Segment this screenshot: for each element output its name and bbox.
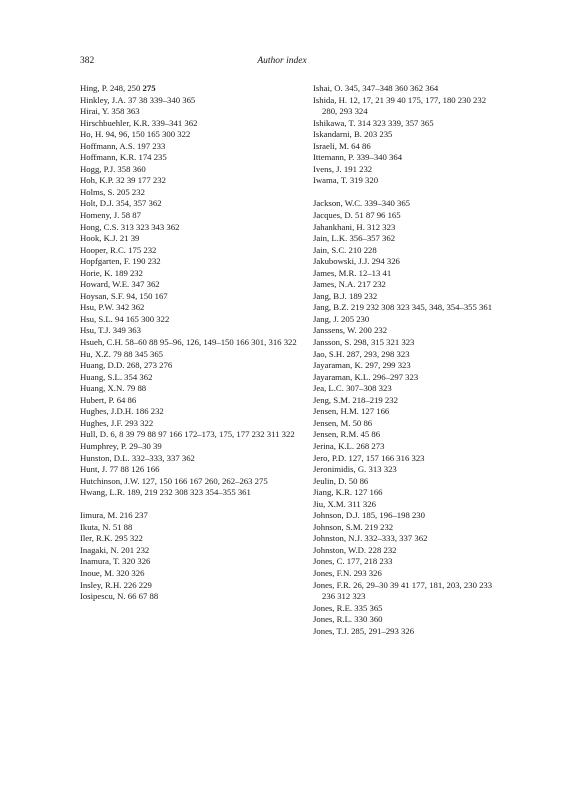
index-entry bbox=[313, 349, 498, 361]
index-entry bbox=[313, 395, 498, 407]
index-entry bbox=[313, 141, 498, 153]
page-references: 51 87 96 165 bbox=[354, 210, 401, 221]
page-references: 287, 293, 298 323 bbox=[346, 348, 410, 359]
index-entry bbox=[80, 256, 300, 268]
author-name: Iler, R.K. bbox=[80, 533, 113, 544]
index-entry bbox=[313, 360, 498, 372]
page-references: 311 326 bbox=[348, 498, 376, 509]
index-entry bbox=[80, 395, 300, 407]
author-name: Jansson, S. bbox=[313, 337, 352, 348]
page-references: 307–308 323 bbox=[346, 383, 392, 394]
author-name: Hsu, S.L. bbox=[80, 313, 113, 324]
page-references: 339–341 362 bbox=[151, 117, 198, 128]
page-references: 64 86 bbox=[351, 140, 371, 151]
index-entry bbox=[313, 487, 498, 499]
author-name: Huang, S.L. bbox=[80, 371, 122, 382]
index-entry bbox=[313, 580, 498, 603]
page-references: 210 228 bbox=[348, 244, 377, 255]
page-references: 298, 315 321 323 bbox=[353, 337, 415, 348]
index-entry bbox=[80, 372, 300, 384]
page-references: 354 362 bbox=[124, 371, 153, 382]
page-references: 294 326 bbox=[371, 256, 400, 267]
index-entry bbox=[80, 580, 300, 592]
index-entry bbox=[80, 164, 300, 176]
page-references: 29–30 39 bbox=[129, 440, 162, 451]
page-references: 94 165 300 322 bbox=[115, 313, 170, 324]
page-references: 175 232 bbox=[128, 244, 157, 255]
index-entry bbox=[80, 118, 300, 130]
page-references: 358 363 bbox=[111, 106, 140, 117]
page-references: 189, 219 232 308 323 354–355 361 bbox=[127, 487, 251, 498]
index-entry bbox=[313, 198, 498, 210]
author-name: Jang, B.J. bbox=[313, 290, 347, 301]
author-name: Hubert, P. bbox=[80, 394, 115, 405]
index-entry bbox=[313, 522, 498, 534]
page-references: 127, 157 166 316 323 bbox=[348, 452, 425, 463]
page-references: 6, 8 39 79 88 97 166 172–173, 175, 177 232 311 322 bbox=[110, 429, 295, 440]
page-references: 45 86 bbox=[360, 429, 381, 440]
index-entry bbox=[313, 175, 498, 187]
page-references: 358 360 bbox=[117, 163, 146, 174]
page-references: 332–333, 337 362 bbox=[131, 452, 195, 463]
author-name: Jerina, K.L. bbox=[313, 440, 355, 451]
page-references: 197 233 bbox=[137, 140, 166, 151]
page-number: 382 bbox=[80, 56, 95, 66]
page-references: 191 232 bbox=[343, 163, 373, 174]
author-name: Ikuta, N. bbox=[80, 521, 111, 532]
author-name: Hwang, L.R. bbox=[80, 487, 125, 498]
author-name: Hughes, J.D.H. bbox=[80, 406, 134, 417]
letter-section-gap bbox=[313, 187, 498, 199]
author-name: Jensen, M. bbox=[313, 417, 351, 428]
page-references: 64 86 bbox=[116, 394, 137, 405]
author-name: Hirai, Y. bbox=[80, 106, 110, 117]
page-references: 174 235 bbox=[138, 152, 167, 163]
index-entry bbox=[80, 95, 300, 107]
author-name: Iwama, T. bbox=[313, 175, 348, 186]
author-name: Ishida, H. bbox=[313, 94, 348, 105]
index-entry bbox=[313, 83, 498, 95]
index-entry bbox=[80, 522, 300, 534]
author-name: Jang, B.Z. bbox=[313, 302, 349, 313]
author-name: Ishai, O. bbox=[313, 83, 343, 93]
index-entry bbox=[80, 210, 300, 222]
author-name: Ho, H. bbox=[80, 129, 104, 140]
index-entry bbox=[313, 210, 498, 222]
index-entry bbox=[313, 499, 498, 511]
index-entry bbox=[80, 106, 300, 118]
author-name: Jeulin, D. bbox=[313, 475, 347, 486]
page-references: 297, 299 323 bbox=[365, 360, 411, 371]
index-entry bbox=[80, 349, 300, 361]
page-references: 189 232 bbox=[348, 290, 378, 301]
page-references: 228 232 bbox=[368, 544, 397, 555]
index-entry bbox=[313, 233, 498, 245]
author-name: Ittemann, P. bbox=[313, 152, 355, 163]
running-title: Author index bbox=[257, 56, 307, 66]
page-references: 205 230 bbox=[341, 313, 370, 324]
page-references: 312 323 bbox=[367, 221, 396, 232]
page-references: 296–297 323 bbox=[372, 371, 419, 382]
index-entry bbox=[80, 302, 300, 314]
index-entry bbox=[80, 198, 300, 210]
index-entry bbox=[313, 372, 498, 384]
page-references: 356–357 362 bbox=[349, 233, 396, 244]
author-name: Holms, S. bbox=[80, 186, 115, 197]
author-name: Hunt, J. bbox=[80, 464, 108, 475]
page-references: 190 232 bbox=[132, 256, 161, 267]
author-name: Johnston, N.J. bbox=[313, 533, 363, 544]
index-entry bbox=[80, 568, 300, 580]
page-references: 12, 17, 21 39 40 175, 177, 180 230 232 280, 293 324 bbox=[322, 94, 487, 117]
author-name: Iskandarni, B. bbox=[313, 129, 362, 140]
index-entry bbox=[80, 429, 300, 441]
index-entry bbox=[313, 556, 498, 568]
page-references: 217 232 bbox=[357, 279, 386, 290]
author-name: Huang, D.D. bbox=[80, 360, 125, 371]
page-references: 295 322 bbox=[114, 533, 143, 544]
index-entry bbox=[80, 268, 300, 280]
index-entry bbox=[80, 533, 300, 545]
page-references: 330 360 bbox=[354, 614, 383, 625]
author-name: Jayaraman, K.L. bbox=[313, 371, 371, 382]
index-entry bbox=[80, 233, 300, 245]
author-name: Jeronimidis, G. bbox=[313, 464, 367, 475]
author-name: Jakubowski, J.J. bbox=[313, 256, 370, 267]
index-entry bbox=[313, 406, 498, 418]
author-name: Jones, R.E. bbox=[313, 602, 353, 613]
page-references: 79 88 bbox=[126, 383, 147, 394]
index-entry bbox=[313, 279, 498, 291]
page-references: 342 362 bbox=[116, 302, 145, 313]
index-entry bbox=[80, 222, 300, 234]
index-entry bbox=[313, 314, 498, 326]
page-references: 335 365 bbox=[354, 602, 383, 613]
author-name: James, M.R. bbox=[313, 267, 357, 278]
page-references: 26, 29–30 39 41 177, 181, 203, 230 233 236 312 323 bbox=[322, 579, 493, 602]
author-name: Hoysan, S.F. bbox=[80, 290, 125, 301]
author-name: Hook, K.J. bbox=[80, 233, 118, 244]
page-references: 293 322 bbox=[124, 417, 154, 428]
index-entry bbox=[80, 591, 300, 603]
author-name: Hooper, R.C. bbox=[80, 244, 126, 255]
index-entry bbox=[80, 383, 300, 395]
author-name: Jao, S.H. bbox=[313, 348, 345, 359]
page-references: 219 232 308 323 345, 348, 354–355 361 bbox=[350, 302, 493, 313]
author-name: Hoh, K.P. bbox=[80, 175, 114, 186]
index-entry bbox=[313, 118, 498, 130]
index-entry bbox=[80, 510, 300, 522]
page-references: 77 88 126 166 bbox=[109, 464, 160, 475]
index-entry bbox=[313, 464, 498, 476]
page-references: 319 320 bbox=[349, 175, 379, 186]
author-name: Iimura, M. bbox=[80, 510, 118, 521]
index-entry bbox=[313, 302, 498, 314]
index-entry bbox=[313, 256, 498, 268]
page-header bbox=[80, 56, 484, 70]
page-references: 186 232 bbox=[135, 406, 164, 417]
index-entry bbox=[313, 222, 498, 234]
index-entry bbox=[80, 325, 300, 337]
author-name: Jiu, X.M. bbox=[313, 498, 346, 509]
index-entry bbox=[80, 291, 300, 303]
page-references: 339–340 365 bbox=[364, 198, 411, 209]
author-name: Jeng, S.M. bbox=[313, 394, 351, 405]
index-entry bbox=[313, 245, 498, 257]
author-name: Israeli, M. bbox=[313, 140, 349, 151]
page-references: 219 232 bbox=[364, 521, 394, 532]
page-references: 94, 150 167 bbox=[126, 290, 168, 301]
page-references: 216 237 bbox=[119, 510, 148, 521]
author-name: Hsu, P.W. bbox=[80, 302, 114, 313]
page-references: 200 232 bbox=[358, 325, 388, 336]
author-name: Ivens, J. bbox=[313, 163, 342, 174]
index-entry bbox=[80, 453, 300, 465]
author-name: James, N.A. bbox=[313, 279, 356, 290]
index-entry bbox=[313, 533, 498, 545]
index-entry bbox=[80, 129, 300, 141]
index-entry bbox=[313, 418, 498, 430]
author-name: Jayaraman, K. bbox=[313, 360, 363, 371]
author-name: Hughes, J.F. bbox=[80, 417, 123, 428]
author-name: Homeny, J. bbox=[80, 210, 120, 221]
page-references: 177, 218 233 bbox=[346, 556, 393, 567]
index-entry bbox=[80, 187, 300, 199]
page-references: 285, 291–293 326 bbox=[351, 625, 415, 636]
author-name: Hirschbuehler, K.R. bbox=[80, 117, 150, 128]
index-entry bbox=[80, 245, 300, 257]
index-entry bbox=[80, 464, 300, 476]
index-entry bbox=[80, 279, 300, 291]
author-name: Inamura, T. bbox=[80, 556, 120, 567]
page-references: 293 326 bbox=[353, 567, 382, 578]
page-references: 50 86 bbox=[348, 475, 369, 486]
page-references: 66 67 88 bbox=[127, 591, 159, 602]
page-references: 185, 196–198 230 bbox=[362, 510, 425, 521]
page-references: 21 39 bbox=[119, 233, 140, 244]
page-references: 320 326 bbox=[122, 556, 151, 567]
index-entry bbox=[313, 476, 498, 488]
page-references: 354, 357 362 bbox=[115, 198, 162, 209]
index-entry bbox=[313, 95, 498, 118]
page-references: 58 87 bbox=[121, 210, 141, 221]
page-references: 127 166 bbox=[361, 406, 390, 417]
author-name: Jensen, H.M. bbox=[313, 406, 359, 417]
index-entry bbox=[80, 175, 300, 187]
index-entry bbox=[313, 383, 498, 395]
page-references: 127, 150 166 167 260, 262–263 275 bbox=[141, 475, 268, 486]
author-name: Hong, C.S. bbox=[80, 221, 119, 232]
author-name: Jiang, K.R. bbox=[313, 487, 353, 498]
author-name: Inagaki, N. bbox=[80, 544, 119, 555]
index-entry bbox=[80, 314, 300, 326]
index-entry bbox=[80, 360, 300, 372]
page-references: 332–333, 337 362 bbox=[364, 533, 428, 544]
author-name: Humphrey, P. bbox=[80, 440, 127, 451]
index-column-right bbox=[313, 83, 498, 637]
index-entry bbox=[80, 487, 300, 499]
index-entry bbox=[313, 510, 498, 522]
page-reference-bold: 275 bbox=[142, 83, 156, 93]
author-name: Janssens, W. bbox=[313, 325, 357, 336]
page-references: 51 88 bbox=[112, 521, 133, 532]
index-entry bbox=[313, 268, 498, 280]
index-entry bbox=[80, 406, 300, 418]
author-name: Jero, P.D. bbox=[313, 452, 347, 463]
index-entry bbox=[313, 152, 498, 164]
author-name: Jones, C. bbox=[313, 556, 345, 567]
page-references: 349 363 bbox=[112, 325, 141, 336]
author-name: Jang, J. bbox=[313, 313, 339, 324]
author-name: Jones, R.L. bbox=[313, 614, 353, 625]
author-name: Johnston, W.D. bbox=[313, 544, 367, 555]
author-name: Hsueh, C.H. bbox=[80, 337, 123, 348]
author-name: Hogg, P.J. bbox=[80, 163, 116, 174]
index-entry bbox=[313, 453, 498, 465]
index-entry bbox=[80, 83, 300, 95]
author-name: Iosipescu, N. bbox=[80, 591, 126, 602]
index-entry bbox=[313, 291, 498, 303]
page-references: 320 326 bbox=[116, 567, 145, 578]
page-references: 94, 96, 150 165 300 322 bbox=[105, 129, 191, 140]
page-references: 79 88 345 365 bbox=[113, 348, 164, 359]
index-entry bbox=[313, 129, 498, 141]
page-references: 127 166 bbox=[354, 487, 383, 498]
author-name: Jensen, R.M. bbox=[313, 429, 359, 440]
author-name: Johnson, S.M. bbox=[313, 521, 363, 532]
author-name: Insley, R.H. bbox=[80, 579, 122, 590]
page-references: 218–219 232 bbox=[352, 394, 398, 405]
page-references: 313 323 bbox=[368, 464, 397, 475]
page-references: 37 38 339–340 365 bbox=[127, 94, 196, 105]
page-references: 248, 250 bbox=[109, 83, 141, 93]
page-references: 32 39 177 232 bbox=[115, 175, 166, 186]
author-name: Jacques, D. bbox=[313, 210, 353, 221]
author-name: Hoffmann, A.S. bbox=[80, 140, 135, 151]
author-name: Holt, D.J. bbox=[80, 198, 114, 209]
author-name: Horie, K. bbox=[80, 267, 113, 278]
page-references: 201 232 bbox=[121, 544, 150, 555]
index-entry bbox=[313, 441, 498, 453]
author-name: Inoue, M. bbox=[80, 567, 115, 578]
author-name: Hu, X.Z. bbox=[80, 348, 111, 359]
index-entry bbox=[313, 164, 498, 176]
author-name: Hsu, T.J. bbox=[80, 325, 111, 336]
page-references: 313 323 343 362 bbox=[120, 221, 180, 232]
page-references: 203 235 bbox=[364, 129, 393, 140]
author-name: Johnson, D.J. bbox=[313, 510, 360, 521]
author-name: Hutchinson, J.W. bbox=[80, 475, 140, 486]
page-references: 339–340 364 bbox=[356, 152, 403, 163]
page-references: 268 273 bbox=[356, 440, 385, 451]
index-entry bbox=[313, 325, 498, 337]
index-entry bbox=[313, 568, 498, 580]
author-name: Jones, F.N. bbox=[313, 567, 352, 578]
author-name: Hunston, D.L. bbox=[80, 452, 130, 463]
index-entry bbox=[313, 603, 498, 615]
author-name: Ishikawa, T. bbox=[313, 117, 356, 128]
page-references: 12–13 41 bbox=[358, 267, 392, 278]
page-references: 268, 273 276 bbox=[126, 360, 173, 371]
index-entry bbox=[313, 337, 498, 349]
author-name: Hoffmann, K.R. bbox=[80, 152, 137, 163]
letter-section-gap bbox=[80, 499, 300, 511]
index-entry bbox=[80, 418, 300, 430]
index-entry bbox=[80, 556, 300, 568]
author-name: Hopfgarten, F. bbox=[80, 256, 131, 267]
author-name: Hinkley, J.A. bbox=[80, 94, 126, 105]
index-entry bbox=[80, 337, 300, 349]
author-name: Jones, F.R. bbox=[313, 579, 351, 590]
index-entry bbox=[313, 626, 498, 638]
author-name: Jahankhani, H. bbox=[313, 221, 365, 232]
page-references: 50 86 bbox=[352, 417, 373, 428]
index-entry bbox=[80, 441, 300, 453]
author-name: Jea, L.C. bbox=[313, 383, 344, 394]
author-name: Hull, D. bbox=[80, 429, 109, 440]
page-references: 205 232 bbox=[116, 186, 145, 197]
index-entry bbox=[80, 545, 300, 557]
author-name: Jain, L.K. bbox=[313, 233, 348, 244]
page-references: 58–60 88 95–96, 126, 149–150 166 301, 316 322 bbox=[125, 337, 297, 348]
index-entry bbox=[80, 152, 300, 164]
page-references: 314 323 339, 357 365 bbox=[357, 117, 434, 128]
author-name: Jones, T.J. bbox=[313, 625, 349, 636]
author-name: Jackson, W.C. bbox=[313, 198, 363, 209]
index-entry bbox=[80, 476, 300, 488]
author-name: Huang, X.N. bbox=[80, 383, 125, 394]
page-references: 189 232 bbox=[114, 267, 143, 278]
author-name: Hing, P. bbox=[80, 83, 108, 93]
index-entry bbox=[313, 614, 498, 626]
index-entry bbox=[313, 429, 498, 441]
author-name: Jain, S.C. bbox=[313, 244, 347, 255]
index-entry bbox=[313, 545, 498, 557]
page-references: 347 362 bbox=[131, 279, 160, 290]
index-entry bbox=[80, 141, 300, 153]
page-references: 226 229 bbox=[123, 579, 152, 590]
author-name: Howard, W.E. bbox=[80, 279, 130, 290]
index-column-left bbox=[80, 83, 300, 603]
page-references: 345, 347–348 360 362 364 bbox=[344, 83, 439, 93]
